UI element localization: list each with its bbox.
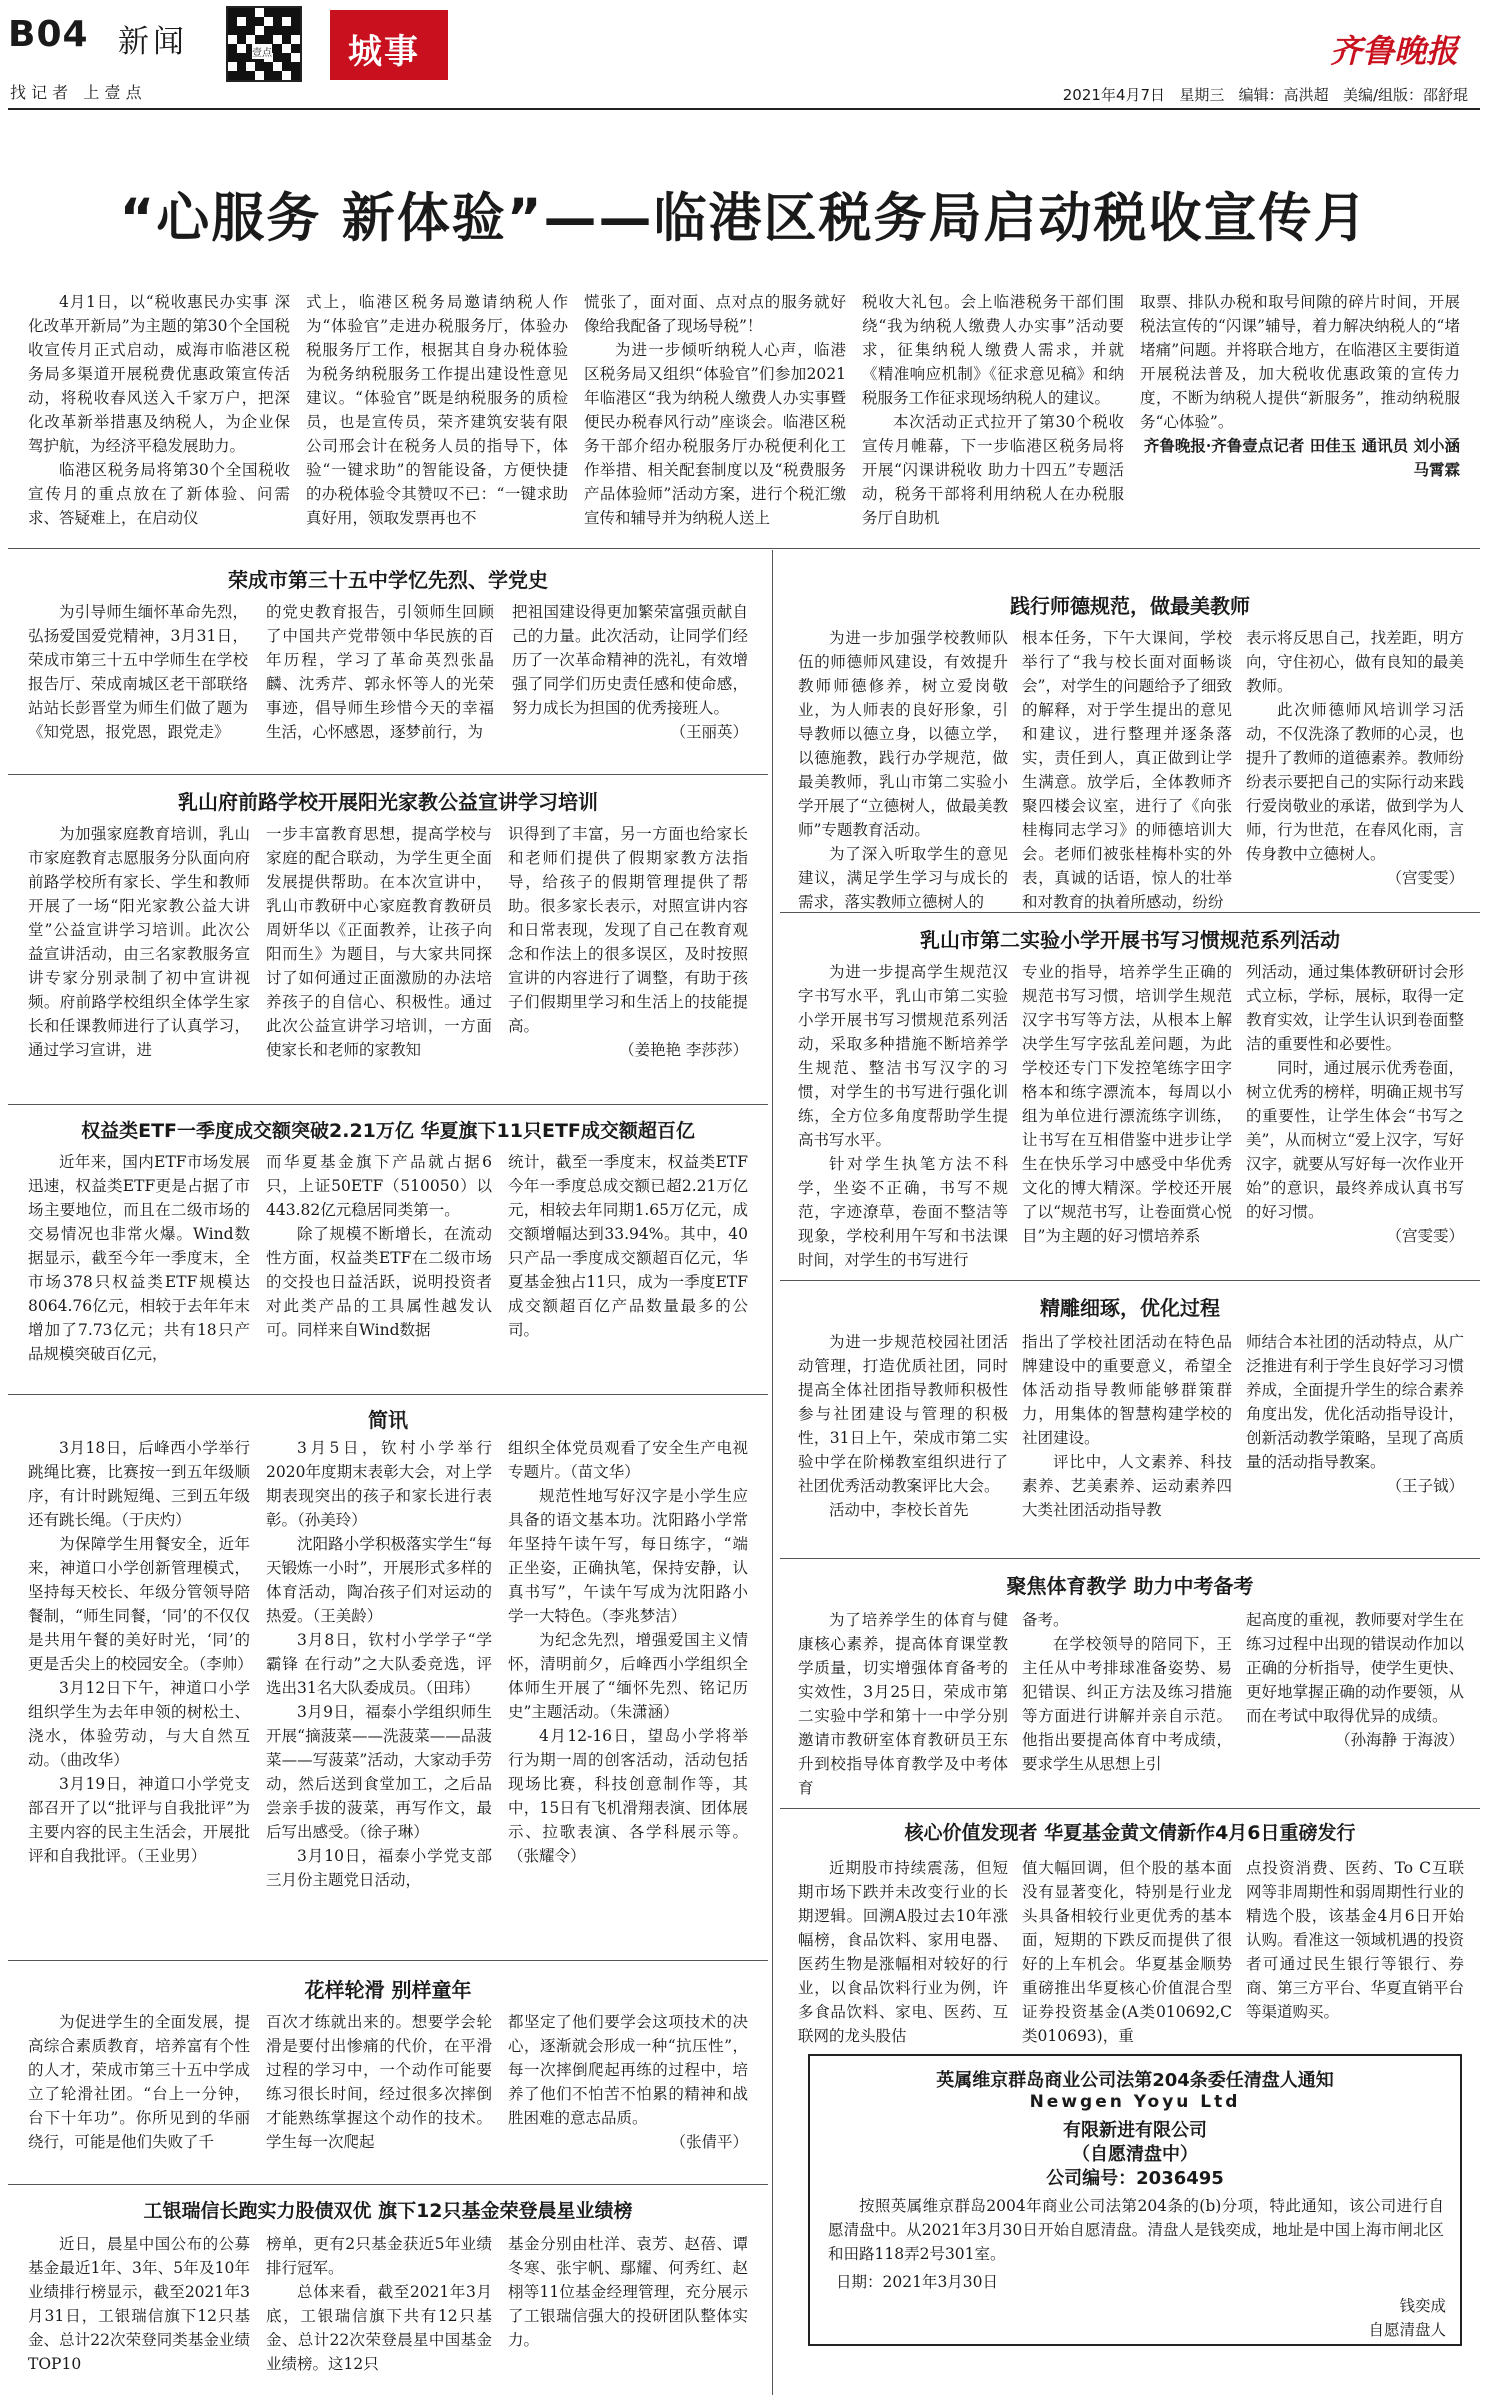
paragraph: 规范性地写好汉字是小学生应具备的语文基本功。沈阳路小学常年坚持午读午写，每日练字，“端正坐姿，正确执笔，保持安静，认真书写”，午读午写成为沈阳路小学一大特色。（李兆梦洁）	[508, 1487, 748, 1625]
channel-tab-label: 城事	[348, 32, 420, 72]
divider	[8, 1960, 768, 1961]
article-title-huaqi: 花样轮滑 别样童年	[304, 1978, 472, 2002]
paragraph: 为进一步加强学校教师队伍的师德师风建设，有效提升教师师德修养，树立爱岗敬业，为人师表的良好形象，引导教师以德立身，以德立学，以德施教，践行办学规范，做最美教师，乳山市第二实验小学开展了“立德树人，做最美教师”专题教育活动。	[798, 629, 1008, 839]
notice-signer: 钱奕成	[1399, 2297, 1446, 2315]
jianxun-col-2	[266, 1436, 492, 1952]
article-title-etf: 权益类ETF一季度成交额突破2.21万亿 华夏旗下11只ETF成交额超百亿	[81, 1120, 695, 1142]
paragraph: 的党史教育报告，引领师生回顾了中国共产党带领中华民族的百年历程，学习了革命英烈张晶麟、沈秀芹、郭永怀等人的光荣事迹，倡导师生珍惜今天的幸福生活，心怀感恩，逐梦前行，为	[266, 603, 494, 741]
paragraph: 为加强家庭教育培训，乳山市家庭教育志愿服务分队面向府前路学校所有家长、学生和教师开展了一场“阳光家教公益大讲堂”公益宣讲学习培训。此次公益宣讲活动，由三名家教服务宣讲专家分别录制了初中宣讲视频。府前路学校组织全体学生家长和任课教师进行了认真学习，通过学习宣讲，进	[28, 825, 250, 1059]
club-col-3	[1246, 1330, 1464, 1552]
paragraph: 3月9日，福泰小学组织师生开展“摘菠菜——洗菠菜——品菠菜——写菠菜”活动，大家动手劳动，然后送到食堂加工，之后品尝亲手拔的菠菜，再写作文，最后写出感受。（徐子琳）	[266, 1703, 492, 1841]
paragraph: 为引导师生缅怀革命先烈，弘扬爱国爱党精神，3月31日，荣成市第三十五中学师生在学校报告厅、荣成南城区老干部联络站站长彭晋堂为师生们做了题为《知党恩，报党恩，跟党走》	[28, 603, 248, 741]
rushan-col-3	[508, 822, 748, 1096]
paragraph: 式上，临港区税务局邀请纳税人作为“体验官”走进办税服务厅，体验办税服务厅工作，根据其自身办税体验为税务纳税服务工作提出建设性意见建议。“体验官”既是纳税服务的质检员，也是宣传员，荣齐建筑安装有限公司邢会计在税务人员的指导下，体验“一键求助”的智能设备，方便快捷的办税体验令其赞叹不已：“一键求助真好用，领取发票再也不	[306, 293, 568, 527]
paragraph: 在学校领导的陪同下，王主任从中考排球准备姿势、易犯错误、纠正方法及练习措施等方面进行讲解并亲自示范。他指出要提高体育中考成绩，要求学生从思想上引	[1022, 1635, 1232, 1773]
byline: （王丽英）	[670, 723, 748, 741]
paragraph: 为了培养学生的体育与健康核心素养，提高体育课堂教学质量，切实增强体育备考的实效性，3月25日，荣成市第二实验中学和第十一中学分别邀请市教研室体育教研员王东升到校指导体育教学及中考体育	[798, 1611, 1008, 1797]
icbc-col-1	[28, 2232, 250, 2388]
lead-col-3	[584, 290, 846, 540]
sports-col-2	[1022, 1608, 1232, 1804]
sports-col-3	[1246, 1608, 1464, 1804]
paragraph: 榜单，更有2只基金获近5年业绩排行冠军。	[266, 2235, 492, 2277]
paper-logo: 齐鲁晚报	[1330, 32, 1459, 70]
notice-body	[828, 2194, 1444, 2266]
notice-signer-role: 自愿清盘人	[1368, 2321, 1446, 2339]
article-title-sports: 聚焦体育教学 助力中考备考	[1006, 1574, 1254, 1598]
rushan-col-2	[266, 822, 492, 1096]
divider	[8, 1394, 768, 1395]
paragraph: 取票、排队办税和取号间隙的碎片时间，开展税法宣传的“闪课”辅导，着力解决纳税人的“堵堵痛”问题。并将联合地方，在临港区主要街道开展税法普及，加大税收优惠政策的宣传力度，不断为纳税人提供“新服务”，推动纳税服务“心体验”。	[1140, 293, 1460, 431]
paragraph: 4月1日，以“税收惠民办实事 深化改革开新局”为主题的第30个全国税收宣传月正式启动，威海市临港区税务局多渠道开展税费优惠政策宣传活动，将税收春风送入千家万户，把深化改革新举措惠及纳税人，为企业保驾护航，为经济平稳发展助力。	[28, 293, 290, 455]
icbc-col-3	[508, 2232, 748, 2388]
paragraph: 总体来看，截至2021年3月底，工银瑞信旗下共有12只基金、总计22次荣登晨星中国基金业绩榜。这12只	[266, 2283, 492, 2373]
notice-company-no: 公司编号：2036495	[1046, 2168, 1224, 2189]
paragraph: 起高度的重视，教师要对学生在练习过程中出现的错误动作加以正确的分析指导，使学生更快、更好地掌握正确的动作要领，从而在考试中取得优异的成绩。	[1246, 1611, 1464, 1725]
paragraph: 3月8日，钦村小学学子“学霸锋 在行动”之大队委竞选，评选出31名大队委成员。（田玮）	[266, 1631, 492, 1697]
article-title-rongcheng: 荣成市第三十五中学忆先烈、学党史	[228, 568, 548, 592]
article-title-rushan: 乳山府前路学校开展阳光家教公益宣讲学习培训	[178, 790, 598, 814]
paragraph: 列活动，通过集体教研研讨会形式立标，学标，展标，取得一定教育实效，让学生认识到卷面整洁的重要性和必要性。	[1246, 963, 1464, 1053]
rongcheng-col-2	[266, 600, 494, 768]
paragraph: 近年来，国内ETF市场发展迅速，权益类ETF更是占据了市场主要地位，而且在二级市场的交易情况也非常火爆。Wind数据显示，截至今年一季度末，全市场378只权益类ETF规模达8064.76亿元，相较于去年年末增加了7.73亿元；共有18只产品规模突破百亿元，	[28, 1153, 250, 1363]
jianxun-col-3	[508, 1436, 748, 1952]
paragraph: 值大幅回调，但个股的基本面没有显著变化，特别是行业龙头具备相较行业更优秀的基本面，短期的下跌反而提供了很好的上车机会。华夏基金顺势重磅推出华夏核心价值混合型证券投资基金(A类010692,C类010693)，重	[1022, 1859, 1232, 2045]
etf-col-1	[28, 1150, 250, 1390]
etf-col-3	[508, 1150, 748, 1390]
notice-company-en: Newgen Yoyu Ltd	[1029, 2092, 1241, 2112]
paragraph: 百次才练就出来的。想要学会轮滑是要付出惨痛的代价，在平滑过程的学习中，一个动作可能要练习很长时间，经过很多次摔倒才能熟练掌握这个动作的技术。学生每一次爬起	[266, 2013, 492, 2151]
paragraph: 评比中，人文素养、科技素养、艺美素养、运动素养四大类社团活动指导教	[1022, 1453, 1232, 1519]
jianxun-col-1	[28, 1436, 253, 1952]
date-line: 2021年4月7日 星期三 编辑：高洪超 美编/组版：邵舒琨	[1062, 86, 1468, 104]
paragraph: 为纪念先烈，增强爱国主义情怀，清明前夕，后峰西小学组织全体师生开展了“缅怀先烈、铭记历史”主题活动。（朱潇涵）	[508, 1631, 748, 1721]
paragraph: 把祖国建设得更加繁荣富强贡献自己的力量。此次活动，让同学们经历了一次革命精神的洗礼，有效增强了同学们历史责任感和使命感，努力成长为担国的优秀接班人。	[512, 603, 748, 717]
article-title-teacher: 践行师德规范，做最美教师	[1010, 594, 1250, 618]
core-value-col-3	[1246, 1856, 1464, 2034]
byline: （张倩平）	[670, 2133, 748, 2151]
paragraph: 为了深入听取学生的意见建议，满足学生学习与成长的需求，落实教师立德树人的	[798, 845, 1008, 911]
byline: （孙海静 于海波）	[1335, 1731, 1464, 1749]
notice-title: 英属维京群岛商业公司法第204条委任清盘人通知	[936, 2070, 1334, 2091]
paragraph: 3月12日下午，神道口小学组织学生为去年申领的树松土、浇水，体验劳动，与大自然互动。（曲改华）	[28, 1679, 250, 1769]
divider	[8, 2184, 768, 2185]
article-title-jianxun: 简讯	[368, 1408, 408, 1432]
paragraph: 表示将反思自己，找差距，明方向，守住初心，做有良知的最美教师。	[1246, 629, 1464, 695]
paragraph: 近日，晨星中国公布的公募基金最近1年、3年、5年及10年业绩排行榜显示，截至2021年3月31日，工银瑞信旗下12只基金、总计22次荣登同类基金业绩TOP10	[28, 2235, 250, 2373]
paragraph: 专业的指导，培养学生正确的规范书写习惯，培训学生规范汉字书写等方法，从根本上解决学生写字弦乱差问题，为此学校还专门下发控笔练字田字格本和练字漂流本，每周以小组为单位进行漂流练字训练，让书写在互相借鉴中进步让学生在快乐学习中感受中华优秀文化的博大精深。学校还开展了以“规范书写，让卷面赏心悦目”为主题的好习惯培养系	[1022, 963, 1232, 1245]
teacher-col-3	[1246, 626, 1464, 908]
byline: （宫雯雯）	[1386, 1227, 1464, 1245]
paragraph: 税收大礼包。会上临港税务干部们围绕“我为纳税人缴费人办实事”活动要求，征集纳税人缴费人需求，并就《精准响应机制》《征求意见稿》和纳税服务工作征求现场纳税人的建议。	[862, 293, 1124, 407]
paragraph: 按照英属维京群岛2004年商业公司法第204条的(b)分项，特此通知，该公司进行自愿清盘中。从2021年3月30日开始自愿清盘。清盘人是钱奕成，地址是中国上海市闸北区和田路118弄2号301室。	[828, 2197, 1444, 2263]
paragraph: 3月18日，后峰西小学举行跳绳比赛，比赛按一到五年级顺序，有计时跳短绳、三到五年级还有跳长绳。（于庆灼）	[28, 1439, 250, 1529]
divider	[8, 548, 1480, 549]
rushan-col-1	[28, 822, 250, 1096]
paragraph: 为进一步规范校园社团活动管理，打造优质社团，同时提高全体社团指导教师积极性参与社团建设与管理的积极性，31日上午，荣成市第二实验中学在阶梯教室组织进行了社团优秀活动教案评比大会。	[798, 1333, 1008, 1495]
paragraph: 为进一步提高学生规范汉字书写水平，乳山市第二实验小学开展书写习惯规范系列活动，采取多种措施不断培养学生规范、整洁书写汉字的习惯，对学生的书写进行强化训练，全方位多角度帮助学生提高书写水平。	[798, 963, 1008, 1149]
byline: 齐鲁晚报·齐鲁壹点记者 田佳玉 通讯员 刘小涵 马霄霖	[1143, 436, 1460, 479]
paragraph: 近期股市持续震荡，但短期市场下跌并未改变行业的长期逻辑。回溯A股过去10年涨幅榜，食品饮料、家用电器、医药生物是涨幅相对较好的行业，以食品饮料行业为例，许多食品饮料、家电、医药、互联网的龙头股估	[798, 1859, 1008, 2045]
divider	[780, 912, 1480, 913]
divider	[8, 1104, 768, 1105]
paragraph: 针对学生执笔方法不科学，坐姿不正确，书写不规范，字迹潦草，卷面不整洁等现象，学校利用午写和书法课时间，对学生的书写进行	[798, 1155, 1008, 1269]
paragraph: 为进一步倾听纳税人心声，临港区税务局又组织“体验官”们参加2021年临港区“我为纳税人缴费人办实事暨便民办税春风行动”座谈会。临港区税务干部介绍办税服务厅办税便利化工作举措、相关配套制度以及“税费服务产品体验师”活动方案，进行个税汇缴宣传和辅导并为纳税人送上	[584, 341, 846, 527]
column-divider	[772, 550, 773, 2395]
paragraph: 备考。	[1022, 1611, 1069, 1629]
paragraph: 基金分别由杜洋、袁芳、赵蓓、谭冬寒、张宇帆、鄢耀、何秀红、赵栩等11位基金经理管理，充分展示了工银瑞信强大的投研团队整体实力。	[508, 2235, 748, 2349]
paragraph: 都坚定了他们要学会这项技术的决心，逐渐就会形成一种“抗压性”，每一次摔倒爬起再练的过程中，培养了他们不怕苦不怕累的精神和战胜困难的意志品质。	[508, 2013, 748, 2127]
notice-status: （自愿清盘中）	[1072, 2144, 1198, 2165]
lead-col-5	[1140, 290, 1460, 540]
byline: （王子钺）	[1386, 1477, 1464, 1495]
core-value-col-2	[1022, 1856, 1232, 2045]
section-name: 新闻	[118, 24, 188, 60]
rongcheng-col-1	[28, 600, 248, 768]
reporter-hint: 找 记 者 上 壹 点	[10, 83, 142, 102]
paragraph: 指出了学校社团活动在特色品牌建设中的重要意义，希望全体活动指导教师能够群策群力，用集体的智慧构建学校的社团建设。	[1022, 1333, 1232, 1447]
paragraph: 除了规模不断增长，在流动性方面，权益类ETF在二级市场的交投也日益活跃，说明投资者对此类产品的工具属性越发认可。同样来自Wind数据	[266, 1225, 492, 1339]
paragraph: 同时，通过展示优秀卷面，树立优秀的榜样，明确正规书写的重要性，让学生体会“书写之美”，从而树立“爱上汉字，写好汉字，就要从写好每一次作业开始”的意识，最终养成认真书写的好习惯。	[1246, 1059, 1464, 1221]
byline: （姜艳艳 李莎莎）	[619, 1041, 748, 1059]
teacher-col-1	[798, 626, 1008, 911]
article-title-core-value: 核心价值发现者 华夏基金黄文倩新作4月6日重磅发行	[904, 1822, 1356, 1844]
paragraph: 点投资消费、医药、To C互联网等非周期性和弱周期性行业的精选个股，该基金4月6日开始认购。看准这一领域机遇的投资者可通过民生银行等银行、券商、第三方平台、华夏直销平台等渠道购买。	[1246, 1859, 1464, 2021]
article-title-calligraphy: 乳山市第二实验小学开展书写习惯规范系列活动	[920, 928, 1340, 952]
lead-col-4	[862, 290, 1124, 540]
rongcheng-col-3	[512, 600, 748, 768]
divider	[8, 774, 768, 775]
page-number: B04	[8, 14, 89, 55]
calligraphy-col-1	[798, 960, 1008, 1274]
lead-col-1	[28, 290, 290, 540]
paragraph: 而华夏基金旗下产品就占据6只，上证50ETF（510050）以443.82亿元稳居同类第一。	[266, 1153, 492, 1219]
header-rule	[8, 108, 1480, 110]
notice-company-cn: 有限新进有限公司	[1063, 2120, 1207, 2141]
paragraph: 根本任务，下午大课间，学校举行了“我与校长面对面畅谈会”，对学生的问题给予了细致的解释，对于学生提出的意见和建议，进行整理并逐条落实，责任到人，真正做到让学生满意。放学后，全体教师齐聚四楼会议室，进行了《向张桂梅同志学习》的师德培训大会。老师们被张桂梅朴实的外表，真诚的话语，惊人的壮举和对教育的执着所感动，纷纷	[1022, 629, 1232, 911]
paragraph: 识得到了丰富，另一方面也给家长和老师们提供了假期家教方法指导，给孩子的假期管理提供了帮助。很多家长表示，对照宣讲内容和日常表现，发现了自己在教育观念和作法上的很多误区，及时按照宣讲的内容进行了调整，有助于孩子们假期里学习和生活上的技能提高。	[508, 825, 748, 1035]
teacher-col-2	[1022, 626, 1232, 911]
paragraph: 3月19日，神道口小学党支部召开了以“批评与自我批评”为主要内容的民主生活会，开展批评和自我批评。（王业男）	[28, 1775, 250, 1865]
paragraph: 4月12-16日，望岛小学将举行为期一周的创客活动，活动包括现场比赛，科技创意制作等，其中，15日有飞机滑翔表演、团体展示、拉歌表演、各学科展示等。（张耀令）	[508, 1727, 748, 1865]
qr-caption: 壹点	[252, 44, 272, 59]
paragraph: 临港区税务局将第30个全国税收宣传月的重点放在了新体验、问需求、答疑难上，在启动仪	[28, 461, 290, 527]
paragraph: 为促进学生的全面发展，提高综合素质教育，培养富有个性的人才，荣成市第三十五中学成立了轮滑社团。“台上一分钟，台下十年功”。你所见到的华丽绕行，可能是他们失败了千	[28, 2013, 250, 2151]
paragraph: 活动中，李校长首先	[829, 1501, 969, 1519]
paragraph: 此次师德师风培训学习活动，不仅洗涤了教师的心灵，也提升了教师的道德素养。教师纷纷表示要把自己的实际行动来践行爱岗敬业的承诺，做到学为人师，行为世范，在春风化雨，言传身教中立德树人。	[1246, 701, 1464, 863]
huaqi-col-3	[508, 2010, 748, 2178]
paragraph: 师结合本社团的活动特点，从广泛推进有利于学生良好学习习惯养成，全面提升学生的综合素养角度出发，优化活动指导设计，创新活动教学策略，呈现了高质量的活动指导教案。	[1246, 1333, 1464, 1471]
paragraph: 慌张了，面对面、点对点的服务就好像给我配备了现场导税”！	[584, 293, 846, 335]
paragraph: 本次活动正式拉开了第30个税收宣传月帷幕，下一步临港区税务局将开展“闪课讲税收 助力十四五”专题活动，税务干部将利用纳税人在办税服务厅自助机	[862, 413, 1124, 527]
paragraph: 3月10日，福泰小学党支部三月份主题党日活动，	[266, 1847, 492, 1889]
paragraph: 一步丰富教育思想，提高学校与家庭的配合联动，为学生更全面发展提供帮助。在本次宣讲中，乳山市教研中心家庭教育教研员周妍华以《正面教养，让孩子向阳而生》为题目，与大家共同探讨了如何通过正面激励的办法培养孩子的自信心、积极性。通过此次公益宣讲学习培训，一方面使家长和老师的家教知	[266, 825, 492, 1059]
club-col-2	[1022, 1330, 1232, 1552]
paragraph: 组织全体党员观看了安全生产电视专题片。（苗文华）	[508, 1439, 748, 1481]
article-title-club: 精雕细琢，优化过程	[1040, 1296, 1220, 1320]
paragraph: 统计，截至一季度末，权益类ETF今年一季度总成交额已超2.21万亿元，相较去年同期1.65万亿元，成交额增幅达到33.94%。其中，40只产品一季度成交额超百亿元，华夏基金独占11只，成为一季度ETF成交额超百亿产品数量最多的公司。	[508, 1153, 748, 1339]
calligraphy-col-3	[1246, 960, 1464, 1274]
article-title-icbc: 工银瑞信长跑实力股债双优 旗下12只基金荣登晨星业绩榜	[143, 2200, 633, 2222]
paragraph: 为保障学生用餐安全，近年来，神道口小学创新管理模式，坚持每天校长、年级分管领导陪餐制，“师生同餐，‘同’的不仅仅是共用午餐的美好时光，‘同’的更是舌尖上的校园安全。（李帅）	[28, 1535, 253, 1673]
paragraph: 3月5日，钦村小学举行2020年度期末表彰大会，对上学期表现突出的孩子和家长进行表彰。（孙美玲）	[266, 1439, 492, 1529]
divider	[780, 1280, 1480, 1281]
etf-col-2	[266, 1150, 492, 1390]
sports-col-1	[798, 1608, 1008, 1804]
lead-col-2	[306, 290, 568, 540]
club-col-1	[798, 1330, 1008, 1552]
huaqi-col-1	[28, 2010, 250, 2178]
lead-headline: “心服务 新体验”——临港区税务局启动税收宣传月	[119, 188, 1369, 249]
huaqi-col-2	[266, 2010, 492, 2178]
core-value-col-1	[798, 1856, 1008, 2045]
notice-date: 日期：2021年3月30日	[836, 2273, 999, 2291]
divider	[780, 1808, 1480, 1809]
icbc-col-2	[266, 2232, 492, 2388]
calligraphy-col-2	[1022, 960, 1232, 1274]
divider	[780, 1558, 1480, 1559]
byline: （宫雯雯）	[1386, 869, 1464, 887]
paragraph: 沈阳路小学积极落实学生“每天锻炼一小时”，开展形式多样的体育活动，陶冶孩子们对运动的热爱。（王美龄）	[266, 1535, 492, 1625]
